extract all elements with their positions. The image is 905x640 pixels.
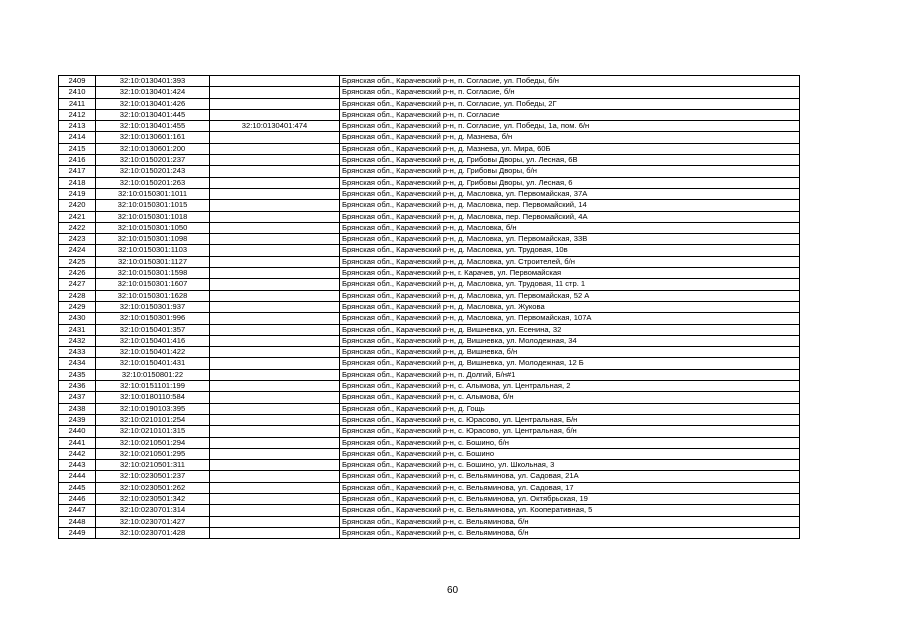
address-cell: Брянская обл., Карачевский р-н, с. Алымова, ул. Центральная, 2 <box>340 381 800 392</box>
row-number-cell: 2434 <box>59 358 96 369</box>
table-row <box>59 245 800 256</box>
previous-number-cell <box>210 155 340 166</box>
table-row <box>59 516 800 527</box>
cadastral-number-cell: 32:10:0151101:199 <box>96 381 210 392</box>
cadastral-number-cell: 32:10:0130401:424 <box>96 87 210 98</box>
table-row <box>59 155 800 166</box>
cadastral-number-cell: 32:10:0230701:314 <box>96 505 210 516</box>
previous-number-cell <box>210 313 340 324</box>
row-number-cell: 2445 <box>59 482 96 493</box>
previous-number-cell <box>210 76 340 87</box>
cadastral-number-cell: 32:10:0150301:1628 <box>96 290 210 301</box>
address-cell: Брянская обл., Карачевский р-н, с. Алымова, б/н <box>340 392 800 403</box>
table-row <box>59 143 800 154</box>
address-cell: Брянская обл., Карачевский р-н, д. Грибовы Дворы, ул. Лесная, 6 <box>340 177 800 188</box>
table-row <box>59 460 800 471</box>
previous-number-cell <box>210 234 340 245</box>
address-cell: Брянская обл., Карачевский р-н, с. Вельяминова, ул. Садовая, 17 <box>340 482 800 493</box>
previous-number-cell <box>210 471 340 482</box>
previous-number-cell: 32:10:0130401:474 <box>210 121 340 132</box>
cadastral-number-cell: 32:10:0150301:937 <box>96 301 210 312</box>
cadastral-number-cell: 32:10:0230501:237 <box>96 471 210 482</box>
table-row <box>59 381 800 392</box>
previous-number-cell <box>210 188 340 199</box>
cadastral-number-cell: 32:10:0130401:455 <box>96 121 210 132</box>
previous-number-cell <box>210 200 340 211</box>
cadastral-number-cell: 32:10:0150801:22 <box>96 369 210 380</box>
cadastral-number-cell: 32:10:0230701:428 <box>96 527 210 538</box>
address-cell: Брянская обл., Карачевский р-н, д. Вишневка, ул. Молодежная, 12 Б <box>340 358 800 369</box>
page-number: 60 <box>446 585 459 596</box>
cadastral-number-cell: 32:10:0230501:342 <box>96 493 210 504</box>
previous-number-cell <box>210 482 340 493</box>
registry-table <box>58 75 800 539</box>
address-cell: Брянская обл., Карачевский р-н, д. Масловка, б/н <box>340 222 800 233</box>
previous-number-cell <box>210 211 340 222</box>
previous-number-cell <box>210 166 340 177</box>
table-row <box>59 109 800 120</box>
address-cell: Брянская обл., Карачевский р-н, п. Согласие, б/н <box>340 87 800 98</box>
address-cell: Брянская обл., Карачевский р-н, д. Масловка, ул. Жукова <box>340 301 800 312</box>
cadastral-number-cell: 32:10:0130601:161 <box>96 132 210 143</box>
address-cell: Брянская обл., Карачевский р-н, с. Бошино, б/н <box>340 437 800 448</box>
previous-number-cell <box>210 222 340 233</box>
address-cell: Брянская обл., Карачевский р-н, д. Масловка, ул. Первомайская, 33В <box>340 234 800 245</box>
address-cell: Брянская обл., Карачевский р-н, д. Масловка, пер. Первомайский, 14 <box>340 200 800 211</box>
address-cell: Брянская обл., Карачевский р-н, п. Согласие <box>340 109 800 120</box>
table-row <box>59 279 800 290</box>
cadastral-number-cell: 32:10:0150301:1098 <box>96 234 210 245</box>
cadastral-number-cell: 32:10:0130401:445 <box>96 109 210 120</box>
table-row <box>59 437 800 448</box>
table-row <box>59 301 800 312</box>
table-row <box>59 188 800 199</box>
row-number-cell: 2414 <box>59 132 96 143</box>
previous-number-cell <box>210 245 340 256</box>
previous-number-cell <box>210 437 340 448</box>
address-cell: Брянская обл., Карачевский р-н, с. Юрасово, ул. Центральная, б/н <box>340 426 800 437</box>
row-number-cell: 2426 <box>59 268 96 279</box>
previous-number-cell <box>210 460 340 471</box>
cadastral-number-cell: 32:10:0150401:416 <box>96 335 210 346</box>
previous-number-cell <box>210 143 340 154</box>
previous-number-cell <box>210 527 340 538</box>
address-cell: Брянская обл., Карачевский р-н, д. Грибовы Дворы, ул. Лесная, 6В <box>340 155 800 166</box>
row-number-cell: 2432 <box>59 335 96 346</box>
address-cell: Брянская обл., Карачевский р-н, д. Вишневка, ул. Есенина, 32 <box>340 324 800 335</box>
row-number-cell: 2447 <box>59 505 96 516</box>
table-row <box>59 324 800 335</box>
address-cell: Брянская обл., Карачевский р-н, п. Согласие, ул. Победы, б/н <box>340 76 800 87</box>
table-row <box>59 200 800 211</box>
previous-number-cell <box>210 279 340 290</box>
cadastral-number-cell: 32:10:0150301:1015 <box>96 200 210 211</box>
address-cell: Брянская обл., Карачевский р-н, д. Масловка, пер. Первомайский, 4А <box>340 211 800 222</box>
previous-number-cell <box>210 426 340 437</box>
previous-number-cell <box>210 516 340 527</box>
previous-number-cell <box>210 301 340 312</box>
cadastral-number-cell: 32:10:0150301:1598 <box>96 268 210 279</box>
previous-number-cell <box>210 109 340 120</box>
cadastral-number-cell: 32:10:0210501:294 <box>96 437 210 448</box>
cadastral-number-cell: 32:10:0150301:1018 <box>96 211 210 222</box>
cadastral-number-cell: 32:10:0150401:357 <box>96 324 210 335</box>
row-number-cell: 2419 <box>59 188 96 199</box>
row-number-cell: 2428 <box>59 290 96 301</box>
cadastral-number-cell: 32:10:0210101:315 <box>96 426 210 437</box>
table-row <box>59 87 800 98</box>
cadastral-number-cell: 32:10:0180110:584 <box>96 392 210 403</box>
row-number-cell: 2435 <box>59 369 96 380</box>
cadastral-number-cell: 32:10:0150301:1103 <box>96 245 210 256</box>
cadastral-number-cell: 32:10:0230501:262 <box>96 482 210 493</box>
cadastral-number-cell: 32:10:0150401:422 <box>96 347 210 358</box>
row-number-cell: 2425 <box>59 256 96 267</box>
row-number-cell: 2440 <box>59 426 96 437</box>
table-row <box>59 290 800 301</box>
address-cell: Брянская обл., Карачевский р-н, д. Гощь <box>340 403 800 414</box>
previous-number-cell <box>210 369 340 380</box>
table-row <box>59 211 800 222</box>
cadastral-number-cell: 32:10:0150201:263 <box>96 177 210 188</box>
row-number-cell: 2429 <box>59 301 96 312</box>
registry-table-body <box>59 76 800 539</box>
previous-number-cell <box>210 335 340 346</box>
table-row <box>59 471 800 482</box>
previous-number-cell <box>210 256 340 267</box>
table-row <box>59 335 800 346</box>
cadastral-number-cell: 32:10:0150301:996 <box>96 313 210 324</box>
previous-number-cell <box>210 414 340 425</box>
table-row <box>59 98 800 109</box>
previous-number-cell <box>210 268 340 279</box>
table-row <box>59 403 800 414</box>
address-cell: Брянская обл., Карачевский р-н, с. Вельяминова, ул. Садовая, 21А <box>340 471 800 482</box>
previous-number-cell <box>210 132 340 143</box>
row-number-cell: 2412 <box>59 109 96 120</box>
row-number-cell: 2437 <box>59 392 96 403</box>
previous-number-cell <box>210 493 340 504</box>
previous-number-cell <box>210 324 340 335</box>
address-cell: Брянская обл., Карачевский р-н, с. Юрасово, ул. Центральная, Б/н <box>340 414 800 425</box>
table-row <box>59 505 800 516</box>
row-number-cell: 2413 <box>59 121 96 132</box>
row-number-cell: 2438 <box>59 403 96 414</box>
address-cell: Брянская обл., Карачевский р-н, п. Согласие, ул. Победы, 1а, пом. 6/н <box>340 121 800 132</box>
table-row <box>59 527 800 538</box>
address-cell: Брянская обл., Карачевский р-н, д. Грибовы Дворы, б/н <box>340 166 800 177</box>
row-number-cell: 2443 <box>59 460 96 471</box>
table-row <box>59 268 800 279</box>
row-number-cell: 2427 <box>59 279 96 290</box>
row-number-cell: 2444 <box>59 471 96 482</box>
previous-number-cell <box>210 358 340 369</box>
table-row <box>59 448 800 459</box>
table-row <box>59 256 800 267</box>
cadastral-number-cell: 32:10:0150201:243 <box>96 166 210 177</box>
address-cell: Брянская обл., Карачевский р-н, п. Согласие, ул. Победы, 2Г <box>340 98 800 109</box>
cadastral-number-cell: 32:10:0130401:393 <box>96 76 210 87</box>
cadastral-number-cell: 32:10:0150301:1127 <box>96 256 210 267</box>
table-row <box>59 493 800 504</box>
address-cell: Брянская обл., Карачевский р-н, д. Масловка, ул. Первомайская, 52 А <box>340 290 800 301</box>
address-cell: Брянская обл., Карачевский р-н, п. Долгий, Б/н#1 <box>340 369 800 380</box>
cadastral-number-cell: 32:10:0210501:311 <box>96 460 210 471</box>
address-cell: Брянская обл., Карачевский р-н, д. Масловка, ул. Трудовая, 10в <box>340 245 800 256</box>
table-row <box>59 482 800 493</box>
row-number-cell: 2416 <box>59 155 96 166</box>
row-number-cell: 2436 <box>59 381 96 392</box>
table-row <box>59 369 800 380</box>
cadastral-number-cell: 32:10:0130601:200 <box>96 143 210 154</box>
cadastral-number-cell: 32:10:0210501:295 <box>96 448 210 459</box>
table-row <box>59 347 800 358</box>
previous-number-cell <box>210 347 340 358</box>
row-number-cell: 2439 <box>59 414 96 425</box>
cadastral-number-cell: 32:10:0190103:395 <box>96 403 210 414</box>
previous-number-cell <box>210 505 340 516</box>
address-cell: Брянская обл., Карачевский р-н, д. Вишневка, ул. Молодежная, 34 <box>340 335 800 346</box>
table-row <box>59 358 800 369</box>
address-cell: Брянская обл., Карачевский р-н, д. Масловка, ул. Первомайская, 37А <box>340 188 800 199</box>
address-cell: Брянская обл., Карачевский р-н, с. Вельяминова, б/н <box>340 516 800 527</box>
previous-number-cell <box>210 177 340 188</box>
row-number-cell: 2410 <box>59 87 96 98</box>
row-number-cell: 2424 <box>59 245 96 256</box>
previous-number-cell <box>210 290 340 301</box>
row-number-cell: 2415 <box>59 143 96 154</box>
address-cell: Брянская обл., Карачевский р-н, д. Мазнева, б/н <box>340 132 800 143</box>
cadastral-number-cell: 32:10:0150301:1050 <box>96 222 210 233</box>
address-cell: Брянская обл., Карачевский р-н, с. Бошино, ул. Школьная, 3 <box>340 460 800 471</box>
cadastral-number-cell: 32:10:0230701:427 <box>96 516 210 527</box>
previous-number-cell <box>210 392 340 403</box>
row-number-cell: 2421 <box>59 211 96 222</box>
address-cell: Брянская обл., Карачевский р-н, д. Вишневка, б/н <box>340 347 800 358</box>
table-row <box>59 76 800 87</box>
table-row <box>59 313 800 324</box>
table-row <box>59 222 800 233</box>
cadastral-number-cell: 32:10:0150401:431 <box>96 358 210 369</box>
row-number-cell: 2423 <box>59 234 96 245</box>
cadastral-number-cell: 32:10:0130401:426 <box>96 98 210 109</box>
table-row <box>59 177 800 188</box>
row-number-cell: 2417 <box>59 166 96 177</box>
previous-number-cell <box>210 403 340 414</box>
row-number-cell: 2430 <box>59 313 96 324</box>
table-row <box>59 426 800 437</box>
table-row <box>59 166 800 177</box>
row-number-cell: 2441 <box>59 437 96 448</box>
row-number-cell: 2446 <box>59 493 96 504</box>
row-number-cell: 2422 <box>59 222 96 233</box>
previous-number-cell <box>210 98 340 109</box>
table-row <box>59 132 800 143</box>
cadastral-number-cell: 32:10:0150201:237 <box>96 155 210 166</box>
address-cell: Брянская обл., Карачевский р-н, г. Карачев, ул. Первомайская <box>340 268 800 279</box>
cadastral-number-cell: 32:10:0150301:1607 <box>96 279 210 290</box>
previous-number-cell <box>210 87 340 98</box>
address-cell: Брянская обл., Карачевский р-н, с. Вельяминова, ул. Кооперативная, 5 <box>340 505 800 516</box>
table-row <box>59 414 800 425</box>
address-cell: Брянская обл., Карачевский р-н, с. Бошино <box>340 448 800 459</box>
previous-number-cell <box>210 381 340 392</box>
address-cell: Брянская обл., Карачевский р-н, с. Вельяминова, ул. Октябрьская, 19 <box>340 493 800 504</box>
row-number-cell: 2433 <box>59 347 96 358</box>
address-cell: Брянская обл., Карачевский р-н, д. Мазнева, ул. Мира, 60Б <box>340 143 800 154</box>
row-number-cell: 2448 <box>59 516 96 527</box>
address-cell: Брянская обл., Карачевский р-н, д. Масловка, ул. Строителей, б/н <box>340 256 800 267</box>
address-cell: Брянская обл., Карачевский р-н, д. Масловка, ул. Трудовая, 11 стр. 1 <box>340 279 800 290</box>
previous-number-cell <box>210 448 340 459</box>
row-number-cell: 2420 <box>59 200 96 211</box>
table-row <box>59 234 800 245</box>
row-number-cell: 2431 <box>59 324 96 335</box>
row-number-cell: 2418 <box>59 177 96 188</box>
row-number-cell: 2442 <box>59 448 96 459</box>
address-cell: Брянская обл., Карачевский р-н, д. Масловка, ул. Первомайская, 107А <box>340 313 800 324</box>
table-row <box>59 392 800 403</box>
cadastral-number-cell: 32:10:0210101:254 <box>96 414 210 425</box>
row-number-cell: 2449 <box>59 527 96 538</box>
table-row <box>59 121 800 132</box>
cadastral-number-cell: 32:10:0150301:1011 <box>96 188 210 199</box>
row-number-cell: 2411 <box>59 98 96 109</box>
address-cell: Брянская обл., Карачевский р-н, с. Вельяминова, б/н <box>340 527 800 538</box>
row-number-cell: 2409 <box>59 76 96 87</box>
